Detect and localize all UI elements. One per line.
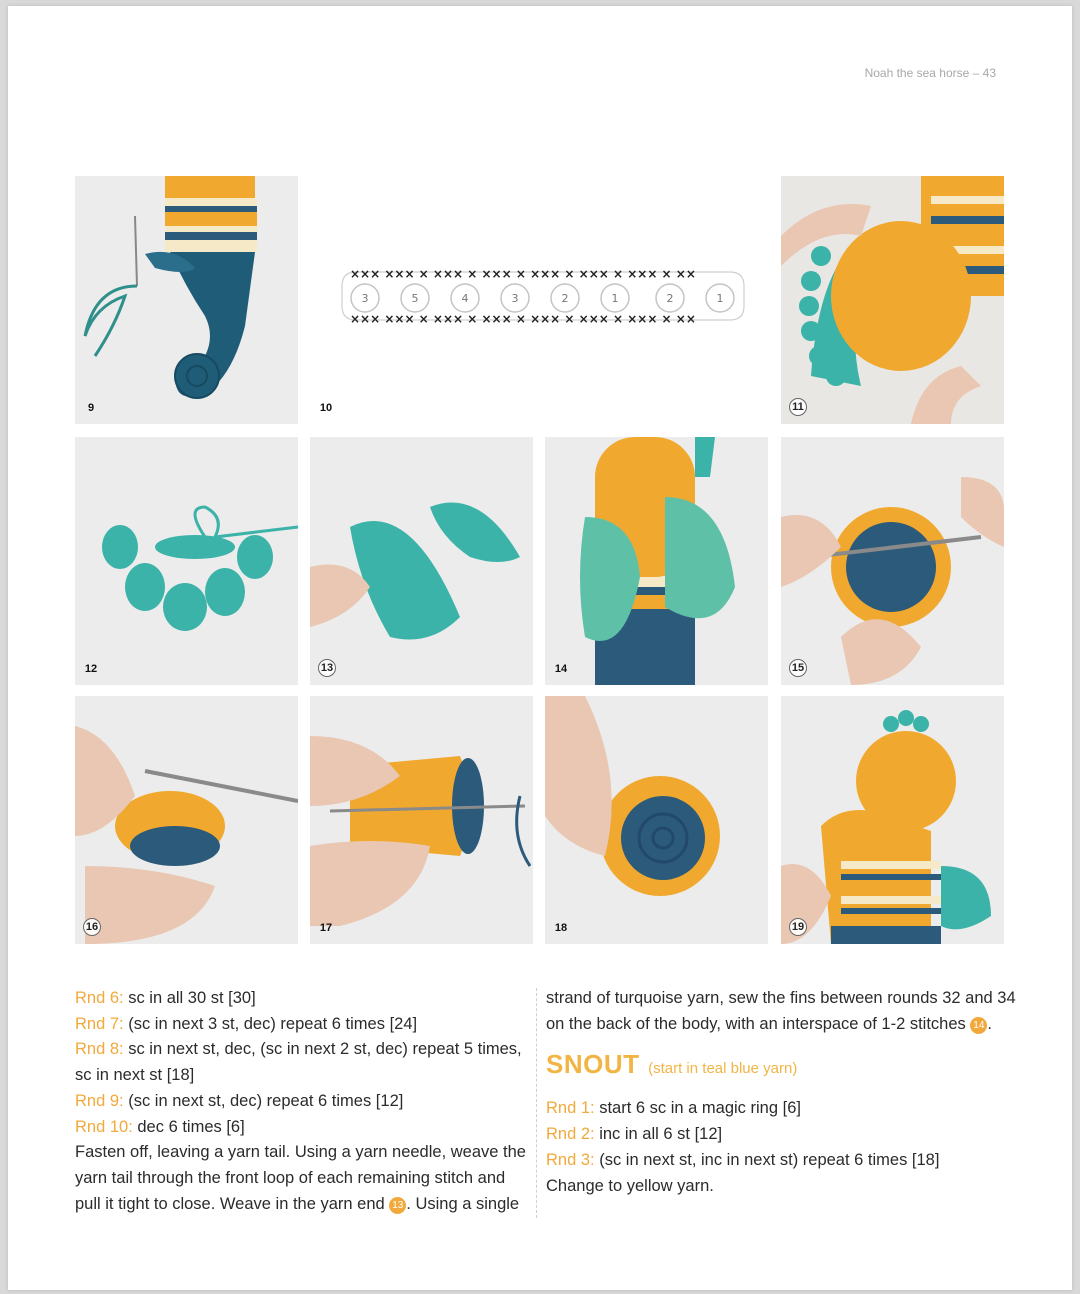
step-number: 13: [318, 659, 336, 677]
photo-11: [781, 176, 1004, 424]
round-line: [546, 1096, 1016, 1122]
round-label: Rnd 9:: [75, 1091, 124, 1110]
round-text: sc in all 30 st [30]: [123, 989, 256, 1007]
step-reference-badge: 14: [970, 1017, 987, 1034]
chart-round-number: 1: [716, 292, 724, 305]
chart-round-number: 3: [361, 292, 369, 305]
photo-19: [781, 696, 1004, 944]
chart-round-number: 3: [511, 292, 519, 305]
round-text: (sc in next 3 st, dec) repeat 6 times [24]: [123, 1014, 418, 1033]
section-heading: [546, 1049, 1016, 1084]
chart-round-number: 2: [666, 292, 674, 305]
round-text: (sc in next st, inc in next st) repeat 6 times [18]: [594, 1150, 940, 1169]
photo-10-stitch-chart: [310, 176, 770, 424]
photo-9: [75, 176, 298, 424]
svg-text:××× ××× × ××× × ××× × ×××: ××× ××× × ××× × ××× × ××× × ××× × ××× × ××: [350, 267, 696, 281]
left-column: [75, 986, 530, 1217]
column-divider: [536, 988, 537, 1218]
photo-16: [75, 696, 298, 944]
finished-head-photo-icon: [781, 696, 1004, 944]
svg-text:××× ××× × ××× × ××× × ×××: ××× ××× × ××× × ××× × ××× × ××× × ××× × ××: [350, 312, 696, 326]
closing-line: Change to yellow yarn.: [546, 1176, 714, 1195]
chart-round-number: 4: [461, 292, 469, 305]
round-label: Rnd 6:: [75, 989, 124, 1007]
snout-end-photo-icon: [545, 696, 768, 944]
round-text: dec 6 times [6]: [132, 1117, 245, 1136]
step-number: 18: [554, 922, 568, 934]
pinned-fin-photo-icon: [781, 176, 1004, 424]
step-number: 19: [789, 918, 807, 936]
seahorse-tail-photo-icon: [75, 176, 298, 424]
snout-needle-photo-icon: [310, 696, 533, 944]
step-number: 17: [319, 922, 333, 934]
snout-hook-photo-icon: [75, 696, 298, 944]
round-line: [75, 1037, 530, 1088]
round-text: (sc in next st, dec) repeat 6 times [12]: [123, 1091, 404, 1110]
running-head: Noah the sea horse – 43: [864, 66, 996, 80]
step-number: 9: [87, 402, 95, 414]
chart-round-number: 2: [561, 292, 569, 305]
photo-17: [310, 696, 533, 944]
photo-18: [545, 696, 768, 944]
step-number: 16: [83, 918, 101, 936]
photo-14: [545, 437, 768, 685]
round-text: sc in next st, dec, (sc in next 2 st, dec) repeat 5 times, sc in next st [18]: [75, 1040, 522, 1085]
round-label: Rnd 7:: [75, 1014, 124, 1033]
instruction-paragraph: strand of turquoise yarn, sew the fins between rounds 32 and 34 on the back of the body, with an interspace of 1-2 stitches 14 .: [546, 989, 1016, 1033]
round-line: [546, 1148, 1016, 1174]
fin-strip-photo-icon: [75, 437, 298, 685]
round-line: [75, 1012, 530, 1038]
round-label: Rnd 3:: [546, 1150, 595, 1169]
section-note: (start in teal blue yarn): [648, 1060, 798, 1078]
chart-round-number: 1: [611, 292, 619, 305]
step-number: 11: [789, 398, 807, 416]
photo-13: [310, 437, 533, 685]
round-label: Rnd 8:: [75, 1040, 124, 1059]
step-number: 10: [319, 402, 333, 414]
instruction-paragraph: Fasten off, leaving a yarn tail. Using a yarn needle, weave the yarn tail through the front loop of each remaining stitch and pull it tight to close. Weave in the yarn end 13 . Using a single: [75, 1143, 526, 1213]
step-number: 12: [84, 663, 98, 675]
right-column: [546, 986, 1016, 1199]
snout-start-photo-icon: [781, 437, 1004, 685]
round-text: inc in all 6 st [12]: [594, 1125, 723, 1144]
step-number: 15: [789, 659, 807, 677]
step-number: 14: [554, 663, 568, 675]
fins-sewn-photo-icon: [545, 437, 768, 685]
chart-round-number: 5: [411, 292, 419, 305]
round-label: Rnd 1:: [546, 1099, 595, 1118]
photo-15: [781, 437, 1004, 685]
section-title: SNOUT: [546, 1049, 640, 1080]
stitch-chart-icon: [310, 176, 770, 424]
round-text: start 6 sc in a magic ring [6]: [594, 1099, 801, 1118]
round-label: Rnd 2:: [546, 1125, 595, 1144]
round-line: [546, 1122, 1016, 1148]
round-line: [75, 986, 530, 1012]
round-line: [75, 1089, 530, 1115]
round-line: [75, 1115, 530, 1141]
step-reference-badge: 13: [389, 1197, 406, 1214]
round-label: Rnd 10:: [75, 1117, 133, 1136]
photo-12: [75, 437, 298, 685]
two-fins-photo-icon: [310, 437, 533, 685]
book-page: [8, 6, 1072, 1290]
